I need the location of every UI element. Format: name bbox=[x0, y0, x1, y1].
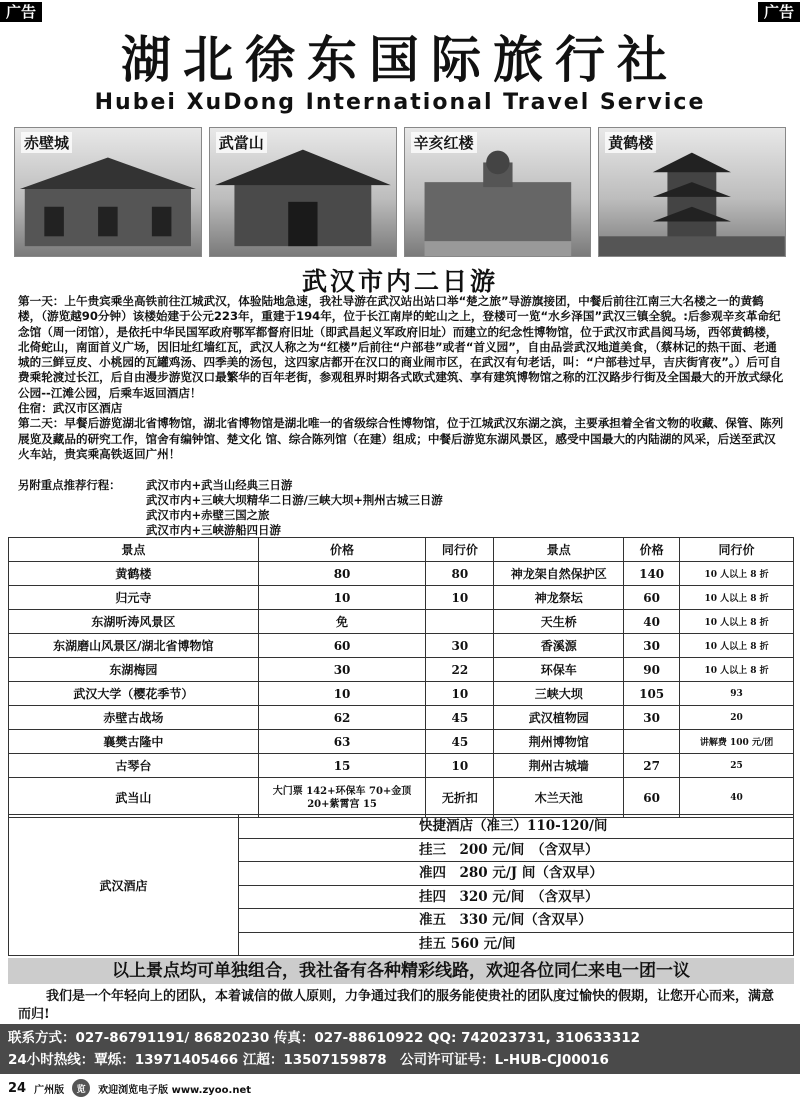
table-cell: 神龙架自然保护区 bbox=[494, 562, 624, 586]
table-cell: 荆州古城墙 bbox=[494, 754, 624, 778]
route-item: 武汉市内+三峡游船四日游 bbox=[146, 523, 281, 537]
table-cell: 80 bbox=[426, 562, 494, 586]
table-cell: 60 bbox=[624, 586, 680, 610]
table-cell bbox=[624, 730, 680, 754]
table-cell: 襄樊古隆中 bbox=[9, 730, 259, 754]
table-row bbox=[9, 706, 794, 730]
page-title-english: Hubei XuDong International Travel Service bbox=[94, 90, 706, 115]
table-cell: 东湖梅园 bbox=[9, 658, 259, 682]
table-cell: 黄鹤楼 bbox=[9, 562, 259, 586]
table-cell: 27 bbox=[624, 754, 680, 778]
hotel-price-block bbox=[8, 814, 794, 956]
column-header: 价格 bbox=[258, 538, 426, 562]
price-table bbox=[8, 537, 794, 818]
table-cell: 45 bbox=[426, 730, 494, 754]
table-cell: 无折扣 bbox=[426, 778, 494, 818]
table-row bbox=[9, 610, 794, 634]
table-row bbox=[9, 658, 794, 682]
table-cell: 赤壁古战场 bbox=[9, 706, 259, 730]
hotel-price-item: 挂四 320 元/间 （含双早） bbox=[239, 886, 793, 910]
table-cell: 62 bbox=[258, 706, 426, 730]
ad-tag-left: 广告 bbox=[0, 2, 42, 22]
column-header: 景点 bbox=[9, 538, 259, 562]
tour-title: 武汉市内二日游 bbox=[301, 267, 498, 296]
recommended-routes bbox=[18, 478, 784, 538]
hotel-price-list bbox=[239, 815, 793, 955]
table-header-row bbox=[9, 538, 794, 562]
photo-strip bbox=[14, 127, 786, 257]
table-cell: 63 bbox=[258, 730, 426, 754]
table-cell: 140 bbox=[624, 562, 680, 586]
table-cell: 木兰天池 bbox=[494, 778, 624, 818]
table-cell: 10 bbox=[426, 586, 494, 610]
table-row bbox=[9, 634, 794, 658]
contact-line: 24小时热线：覃烁：13971405466 江超：13507159878 公司许可证号：L-HUB-CJ00016 bbox=[8, 1052, 609, 1068]
column-header: 价格 bbox=[624, 538, 680, 562]
table-cell: 环保车 bbox=[494, 658, 624, 682]
table-cell: 80 bbox=[258, 562, 426, 586]
footer-slogan: 欢迎浏览电子版 www.zyoo.net bbox=[98, 1084, 252, 1096]
table-cell: 天生桥 bbox=[494, 610, 624, 634]
table-cell: 30 bbox=[624, 634, 680, 658]
photo-label: 武當山 bbox=[216, 132, 267, 153]
table-cell: 60 bbox=[258, 634, 426, 658]
column-header: 同行价 bbox=[426, 538, 494, 562]
table-cell: 10 人以上 8 折 bbox=[680, 586, 794, 610]
table-cell: 30 bbox=[426, 634, 494, 658]
table-cell: 45 bbox=[426, 706, 494, 730]
table-cell: 归元寺 bbox=[9, 586, 259, 610]
itinerary-stay: 住宿：武汉市区酒店 bbox=[18, 401, 123, 416]
table-cell: 22 bbox=[426, 658, 494, 682]
edition-label: 广州版 bbox=[34, 1084, 65, 1096]
table-cell: 讲解费 100 元/团 bbox=[680, 730, 794, 754]
table-cell: 武汉大学（樱花季节） bbox=[9, 682, 259, 706]
photo-chibi-city bbox=[14, 127, 202, 257]
table-cell: 古琴台 bbox=[9, 754, 259, 778]
photo-label: 赤壁城 bbox=[21, 132, 72, 153]
photo-xinhai-red-building bbox=[404, 127, 592, 257]
table-cell: 大门票 142+环保车 70+金顶 20+紫霄宫 15 bbox=[258, 778, 426, 818]
table-row bbox=[9, 754, 794, 778]
table-cell: 东湖听涛风景区 bbox=[9, 610, 259, 634]
column-header: 同行价 bbox=[680, 538, 794, 562]
table-cell: 香溪源 bbox=[494, 634, 624, 658]
table-cell: 105 bbox=[624, 682, 680, 706]
promo-banner: 以上景点均可单独组合，我社备有各种精彩线路，欢迎各位同仁来电一团一议 bbox=[8, 958, 794, 984]
table-cell: 东湖磨山风景区/湖北省博物馆 bbox=[9, 634, 259, 658]
hotel-price-item: 挂五 560 元/间 bbox=[419, 935, 516, 952]
contact-line: 联系方式：027-86791191/ 86820230 传真：027-88610922 QQ: 742023731, 310633312 bbox=[8, 1030, 640, 1046]
photo-label: 黄鹤楼 bbox=[605, 132, 656, 153]
hotel-name: 武汉酒店 bbox=[9, 815, 239, 955]
itinerary-day-2: 第二天：早餐后游览湖北省博物馆，湖北省博物馆是湖北唯一的省级综合性博物馆，位于江城武汉东湖之滨，主要承担着全省文物的收藏、保管、陈列展览及藏品的研究工作，馆舍有编钟馆、楚文化 馆、综合陈列馆（在建）组成；中餐后游览东湖风景区，感受中国最大的内陆湖的风采，后送至武汉火车站，贵宾乘高铁返回广州！ bbox=[18, 416, 784, 461]
hotel-price-item: 快捷酒店（准三）110-120/间 bbox=[239, 815, 793, 839]
table-cell bbox=[426, 610, 494, 634]
magazine-logo-icon: 览 bbox=[72, 1079, 90, 1097]
page-footer bbox=[8, 1078, 788, 1098]
page-number: 24 bbox=[8, 1080, 27, 1096]
itinerary bbox=[18, 294, 784, 462]
table-cell: 90 bbox=[624, 658, 680, 682]
hotel-price-item: 挂三 200 元/间 （含双早） bbox=[239, 839, 793, 863]
table-cell: 10 人以上 8 折 bbox=[680, 658, 794, 682]
hotel-price-item: 准五 330 元/间（含双早） bbox=[239, 909, 793, 933]
table-cell: 神龙祭坛 bbox=[494, 586, 624, 610]
table-row bbox=[9, 562, 794, 586]
table-cell: 免 bbox=[258, 610, 426, 634]
table-row bbox=[9, 730, 794, 754]
table-cell: 武当山 bbox=[9, 778, 259, 818]
table-cell: 40 bbox=[680, 778, 794, 818]
page-title: 湖北徐东国际旅行社 bbox=[121, 31, 679, 89]
ad-tag-right: 广告 bbox=[758, 2, 800, 22]
table-cell: 93 bbox=[680, 682, 794, 706]
table-cell: 荆州博物馆 bbox=[494, 730, 624, 754]
table-cell: 30 bbox=[258, 658, 426, 682]
table-cell: 20 bbox=[680, 706, 794, 730]
table-cell: 40 bbox=[624, 610, 680, 634]
route-item: 武汉市内+武当山经典三日游 bbox=[146, 478, 293, 492]
route-item: 武汉市内+三峡大坝精华二日游/三峡大坝+荆州古城三日游 bbox=[146, 493, 443, 507]
table-cell: 10 bbox=[426, 682, 494, 706]
table-cell: 10 bbox=[258, 682, 426, 706]
routes-heading: 另附重点推荐行程： bbox=[18, 478, 121, 492]
photo-wudang bbox=[209, 127, 397, 257]
table-cell: 武汉植物园 bbox=[494, 706, 624, 730]
photo-label: 辛亥红楼 bbox=[411, 132, 477, 153]
company-motto: 我们是一个年轻向上的团队，本着诚信的做人原则，力争通过我们的服务能使贵社的团队度过愉快的假期，让您开心而来，满意而归! bbox=[18, 989, 775, 1022]
table-cell: 60 bbox=[624, 778, 680, 818]
table-cell: 10 人以上 8 折 bbox=[680, 610, 794, 634]
table-row bbox=[9, 682, 794, 706]
table-cell: 10 bbox=[426, 754, 494, 778]
table-cell: 15 bbox=[258, 754, 426, 778]
table-row bbox=[9, 586, 794, 610]
route-item: 武汉市内+赤壁三国之旅 bbox=[146, 508, 270, 522]
table-cell: 30 bbox=[624, 706, 680, 730]
table-row bbox=[9, 778, 794, 818]
table-cell: 10 人以上 8 折 bbox=[680, 562, 794, 586]
table-cell: 10 bbox=[258, 586, 426, 610]
contact-bar bbox=[0, 1024, 800, 1074]
column-header: 景点 bbox=[494, 538, 624, 562]
hotel-price-item: 准四 280 元/J 间（含双早） bbox=[239, 862, 793, 886]
table-cell: 10 人以上 8 折 bbox=[680, 634, 794, 658]
table-cell: 25 bbox=[680, 754, 794, 778]
table-cell: 三峡大坝 bbox=[494, 682, 624, 706]
photo-yellow-crane-tower bbox=[598, 127, 786, 257]
itinerary-day-1: 第一天：上午贵宾乘坐高铁前往江城武汉，体验陆地急速，我社导游在武汉站出站口举“楚之旅”导游旗接团，中餐后前往江南三大名楼之一的黄鹤楼，（游览越90分钟）该楼始建于公元223年，重建于194年，位于长江南岸的蛇山之上，登楼可一览“水乡泽国”武汉三镇全貌。:后参观辛亥革命纪念馆（周一闭馆），是依托中华民国军政府鄂军都督府旧址（即武昌起义军政府旧址）而建立的纪念性博物馆，位于武汉市武昌阅马场，西邻黄鹤楼，北倚蛇山，南面首义广场，因旧址红墙红瓦，武汉人称之为“红楼”后前往“户部巷”或者“首义园”，自由品尝武汉地道美食，（蔡林记的热干面、老通城的三鲜豆皮、小桃园的瓦罐鸡汤、四季美的汤包，这四家店都开在汉口的商业闹市区，在武汉有句老话，叫：“户部巷过早，吉庆街宵夜”。）后可自费乘轮渡过长江，后自由漫步游览汉口最繁华的百年老街，参观租界时期各式欧式建筑、享有建筑博物馆之称的江汉路步行街及全国最大的开放式绿化公园--江滩公园，后乘车返回酒店！ bbox=[18, 294, 784, 400]
